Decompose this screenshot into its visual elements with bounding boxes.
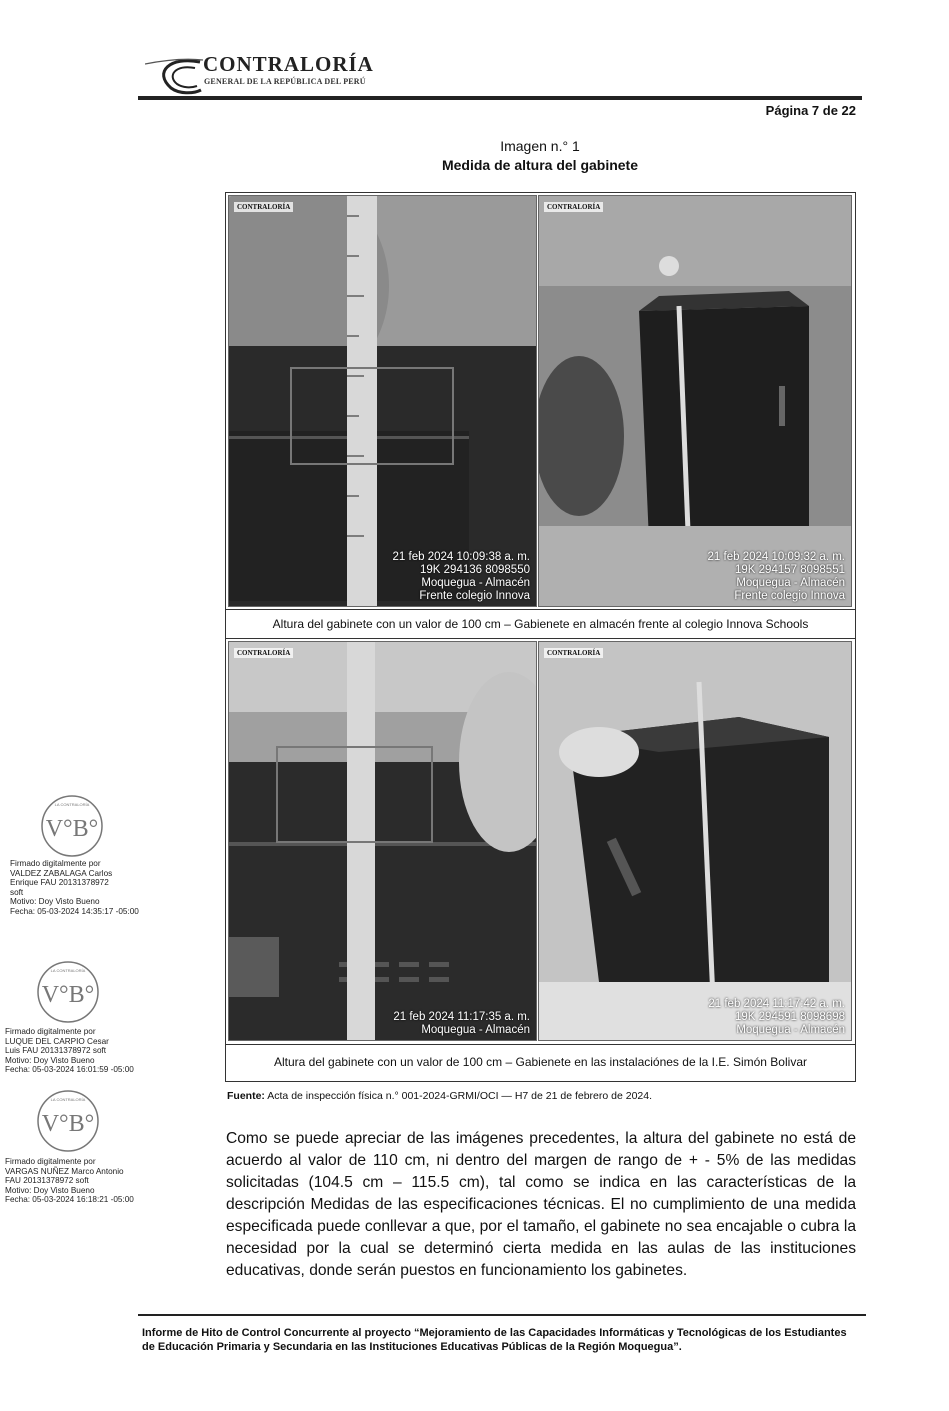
org-subtitle: GENERAL DE LA REPÚBLICA DEL PERÚ — [204, 77, 366, 86]
signature-line: soft — [10, 887, 24, 897]
photo-stamp — [393, 551, 530, 603]
source-text: Acta de inspección física n.° 001-2024-GRMI/OCI — H7 de 21 de febrero de 2024. — [267, 1090, 653, 1102]
seal-text: V°B° — [41, 982, 95, 1008]
photo-image — [229, 196, 537, 607]
signature-line: Fecha: 05-03-2024 16:01:59 -05:00 — [5, 1065, 134, 1074]
photo-watermark-logo: CONTRALORÍA — [234, 202, 293, 212]
stamp-datetime: 21 feb 2024 10:09:32 a. m. — [707, 551, 845, 563]
signature-line: Firmado digitalmente por — [5, 1157, 96, 1166]
visto-bueno-seal-1 — [40, 794, 104, 858]
photo-watermark-logo: CONTRALORÍA — [544, 202, 603, 212]
photo-tape-closeup-2 — [228, 641, 537, 1041]
seal-text: V°B° — [41, 1111, 95, 1137]
seal-icon — [36, 1089, 100, 1153]
seal-ring-text: LA CONTRALORÍA — [50, 968, 86, 973]
seal-icon — [36, 960, 100, 1024]
stamp-location: Moquegua - Almacén — [736, 577, 845, 589]
photo-image — [229, 642, 537, 1041]
signature-line: VALDEZ ZABALAGA Carlos — [10, 868, 113, 878]
photo-cabinet-measure-2 — [538, 641, 852, 1041]
signature-line: Firmado digitalmente por — [5, 1027, 96, 1036]
stamp-coordinates: 19K 294591 8098698 — [735, 1011, 845, 1023]
photo-image — [539, 196, 852, 607]
source-label: Fuente: — [227, 1090, 265, 1102]
seal-text: V°B° — [45, 816, 99, 842]
signature-block-2 — [5, 1027, 134, 1075]
figure-title: Medida de altura del gabinete — [441, 157, 639, 173]
stamp-location: Moquegua - Almacén — [421, 577, 530, 589]
signature-line: Fecha: 05-03-2024 14:35:17 -05:00 — [10, 906, 139, 916]
signature-line: Luis FAU 20131378972 soft — [5, 1046, 107, 1055]
signature-line: Enrique FAU 20131378972 — [10, 878, 109, 887]
photo-stamp — [708, 998, 845, 1037]
photo-watermark-logo: CONTRALORÍA — [544, 648, 603, 658]
body-paragraph: Como se puede apreciar de las imágenes precedentes, la altura del gabinete no está de acuerdo al valor de 110 cm, ni dentro del margen de rango de + - 5% de las medidas solicitadas (104.5 cm – 115.5 cm), tal como se indica en las características de la descripción Medidas de las especificaciones técnicas. El no cumplimiento de una medida especificada puede conllevar a que, por el tamaño, el gabinete no sea encajable o cubra la necesidad por la cual se determinó cierta medida en las aulas de las instituciones educativas, donde serán puestos en funcionamiento los gabinetes. — [226, 1130, 856, 1279]
photo-tape-closeup-1 — [228, 195, 537, 607]
photo-image — [539, 642, 852, 1041]
photo-cabinet-measure-1 — [538, 195, 852, 607]
seal-ring-text: LA CONTRALORÍA — [50, 1097, 86, 1102]
figure-number: Imagen n.° 1 — [500, 138, 580, 154]
signature-line: Motivo: Doy Visto Bueno — [10, 897, 100, 906]
visto-bueno-seal-3 — [36, 1089, 100, 1153]
footer-text: Informe de Hito de Control Concurrente al proyecto “Mejoramiento de las Capacidades Informáticas y Tecnológicas de los Estudiantes de Educación Primaria y Secundaria en las Instituciones Educativas Públicas de la Región Moquegua”. — [142, 1327, 847, 1353]
signature-line: FAU 20131378972 soft — [5, 1176, 89, 1185]
stamp-datetime: 21 feb 2024 10:09:38 a. m. — [392, 551, 530, 563]
photo-stamp — [708, 551, 845, 603]
seal-ring-text: LA CONTRALORÍA — [54, 802, 90, 807]
signature-line: LUQUE DEL CARPIO Cesar — [5, 1036, 109, 1046]
visto-bueno-seal-2 — [36, 960, 100, 1024]
figure-panel — [225, 192, 856, 1082]
stamp-coordinates: 19K 294136 8098550 — [420, 564, 530, 576]
photo-stamp — [393, 1011, 530, 1037]
header-divider — [138, 96, 862, 100]
org-name: CONTRALORÍA — [203, 52, 374, 76]
stamp-datetime: 21 feb 2024 11:17:42 a. m. — [708, 998, 845, 1010]
page-number: Página 7 de 22 — [765, 103, 856, 118]
signature-line: VARGAS NUÑEZ Marco Antonio — [5, 1166, 124, 1176]
seal-icon — [40, 794, 104, 858]
row-1-caption: Altura del gabinete con un valor de 100 cm – Gabienete en almacén frente al colegio Innova Schools — [226, 609, 855, 639]
figure-source — [227, 1090, 652, 1102]
photo-watermark-logo: CONTRALORÍA — [234, 648, 293, 658]
stamp-coordinates: 19K 294157 8098551 — [735, 564, 845, 576]
row-2-caption: Altura del gabinete con un valor de 100 cm – Gabienete en las instalaciónes de la I.E. Simón Bolivar — [226, 1044, 855, 1080]
signature-line: Motivo: Doy Visto Bueno — [5, 1055, 95, 1065]
signature-block-1 — [10, 859, 139, 916]
signature-line: Fecha: 05-03-2024 16:18:21 -05:00 — [5, 1195, 134, 1204]
stamp-datetime: 21 feb 2024 11:17:35 a. m. — [393, 1011, 530, 1023]
stamp-place: Frente colegio Innova — [734, 590, 845, 602]
stamp-location: Moquegua - Almacén — [736, 1024, 845, 1036]
stamp-place: Frente colegio Innova — [419, 590, 530, 602]
signature-block-3 — [5, 1157, 134, 1205]
signature-line: Motivo: Doy Visto Bueno — [5, 1185, 95, 1195]
footer-divider — [138, 1314, 866, 1316]
stamp-location: Moquegua - Almacén — [421, 1024, 530, 1036]
signature-line: Firmado digitalmente por — [10, 859, 101, 868]
